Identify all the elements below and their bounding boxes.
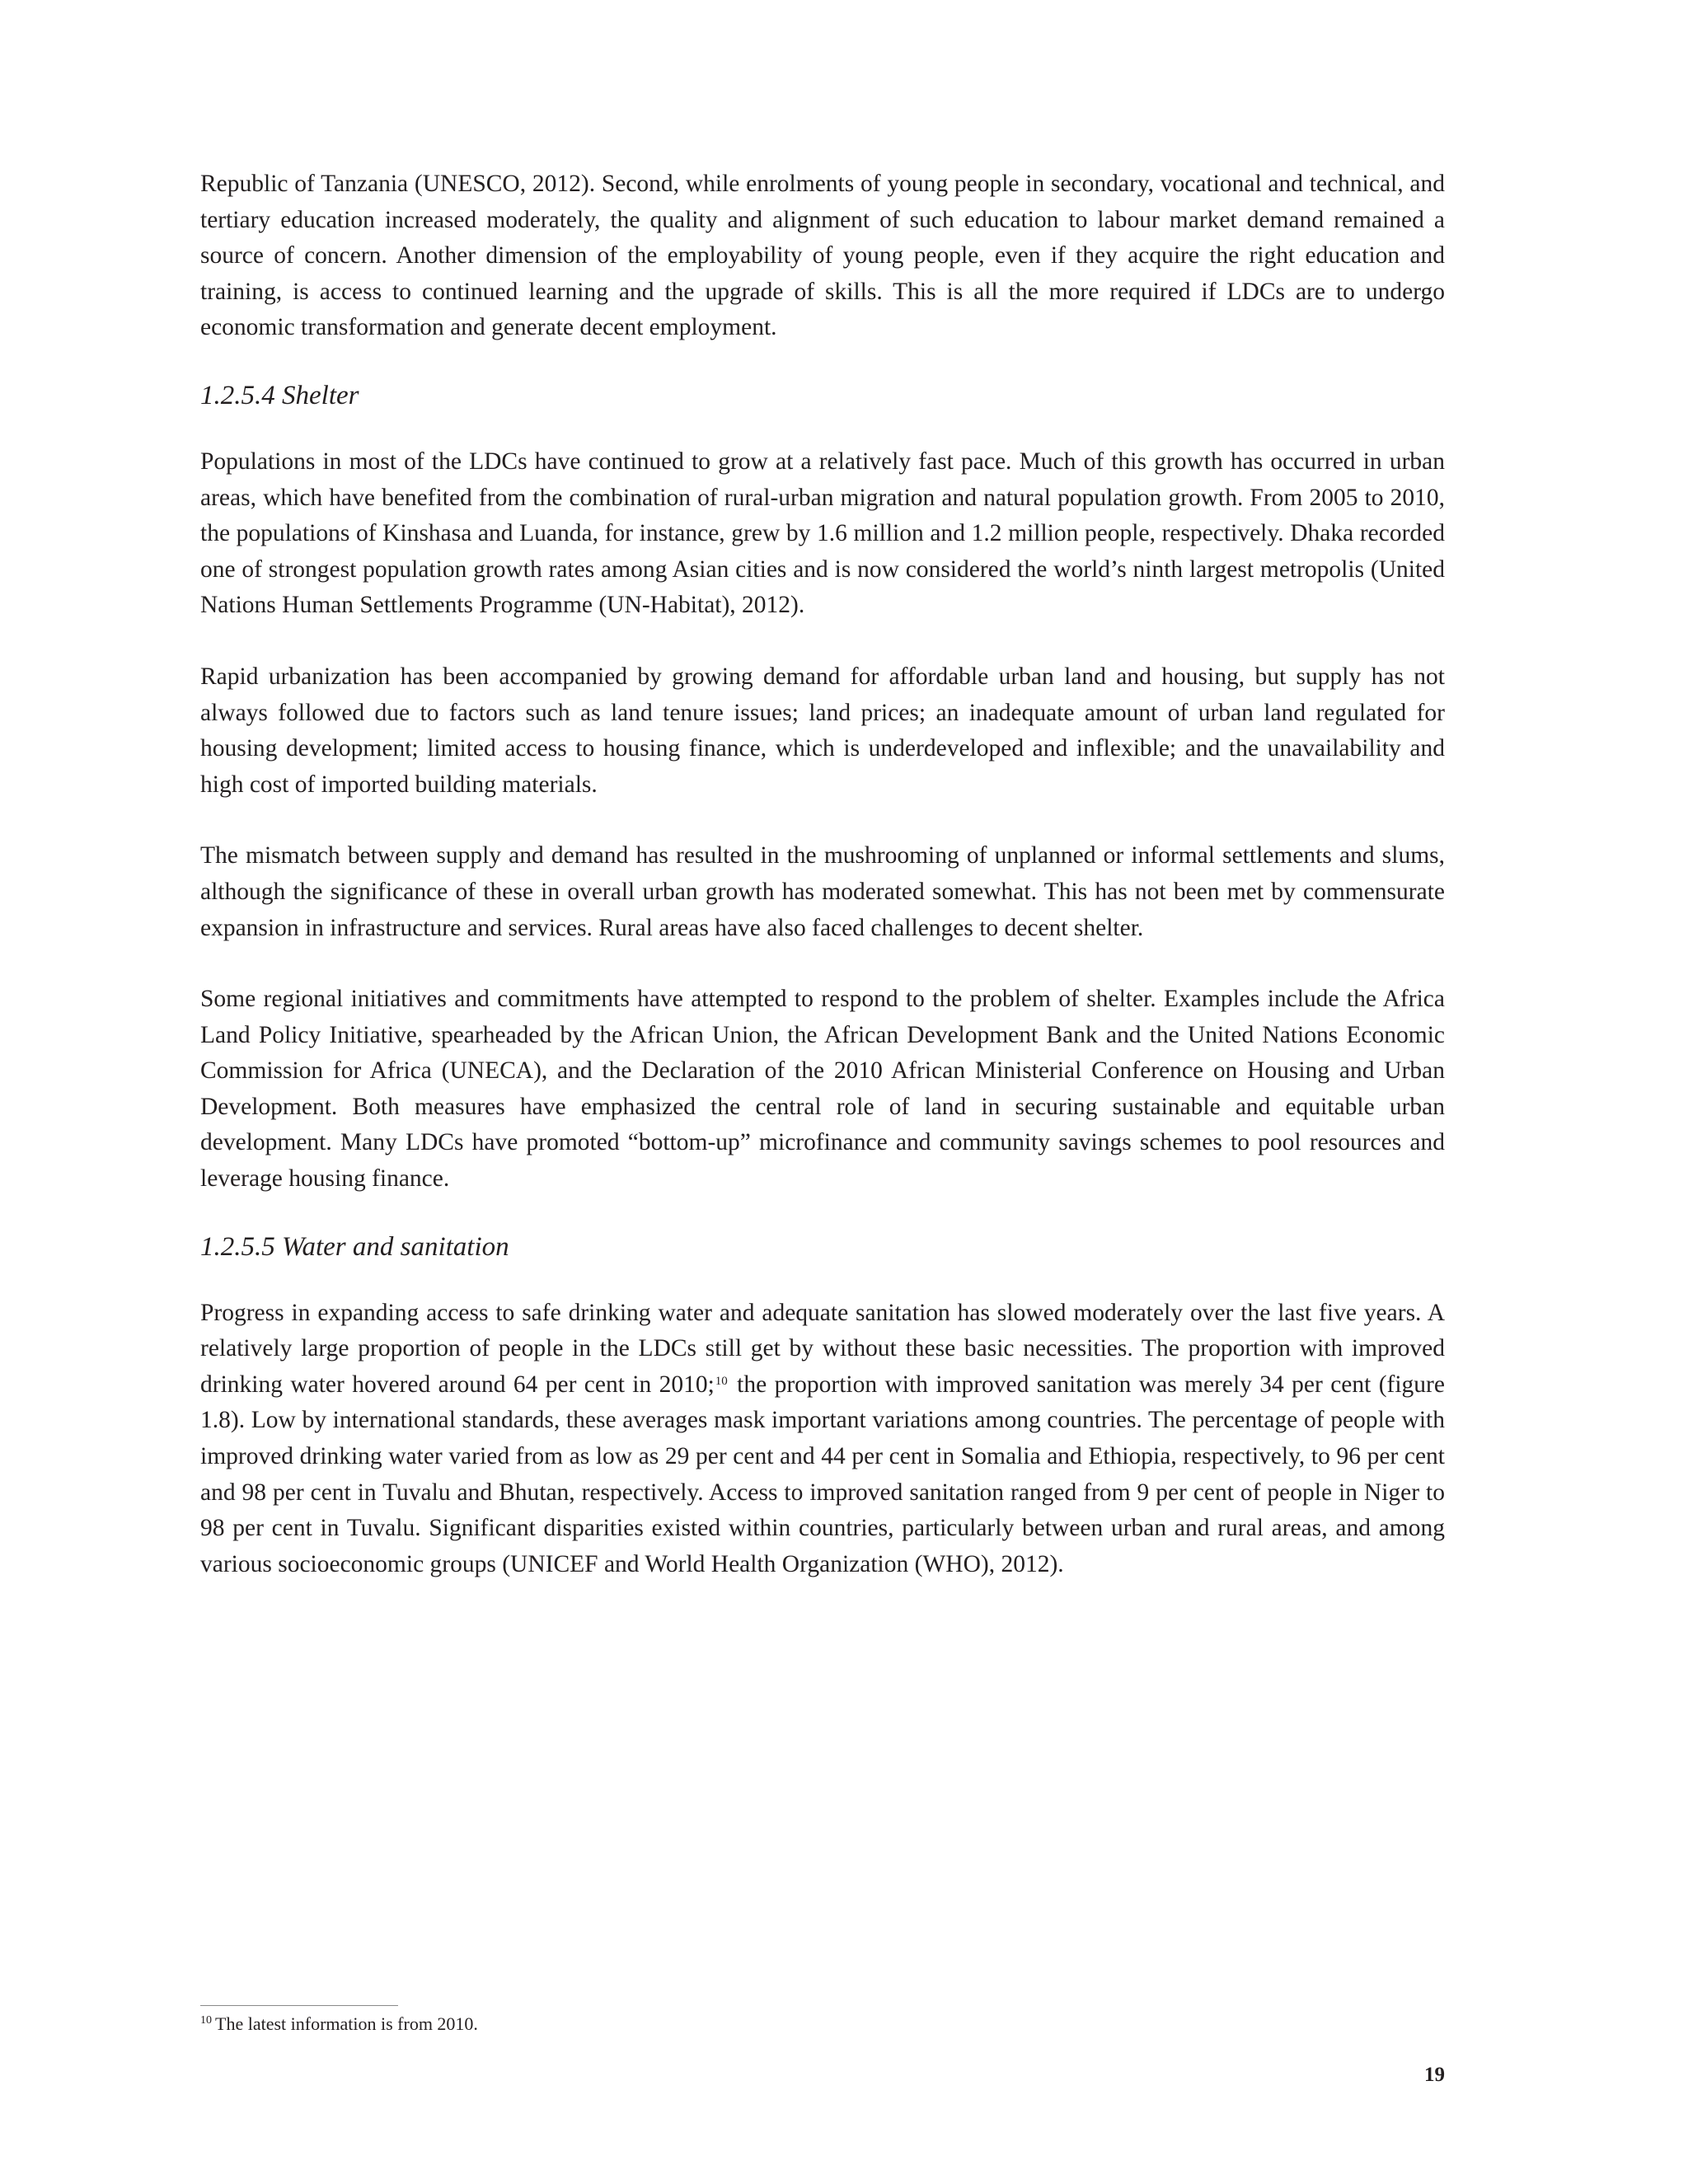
- paragraph-text-part-2: the proportion with improved sanitation was merely 34 per cent (figure 1.8). Low by international standards, these averages mask important variations among countries. The percentage of people with improved drinking water varied from as low as 29 per cent and 44 per cent in Somalia and Ethiopia, respectively, to 96 per cent and 98 per cent in Tuvalu and Bhutan, respectively. Access to improved sanitation ranged from 9 per cent of people in Niger to 98 per cent in Tuvalu. Significant disparities existed within countries, particularly between urban and rural areas, and among various socioeconomic groups (UNICEF and World Health Organization (WHO), 2012).: [200, 1371, 1445, 1577]
- section-heading-shelter: 1.2.5.4 Shelter: [200, 380, 359, 410]
- paragraph-urbanization: Rapid urbanization has been accompanied by growing demand for affordable urban land and housing, but supply has not always followed due to factors such as land tenure issues; land prices; an inadequate amount of urban land regulated for housing development; limited access to housing finance, which is underdeveloped and inflexible; and the unavailability and high cost of imported building materials.: [200, 663, 1445, 798]
- footnote-number: 10: [200, 2014, 212, 2027]
- paragraph-education: Republic of Tanzania (UNESCO, 2012). Second, while enrolments of young people in secondary, vocational and technical, and tertiary education increased moderately, the quality and alignment of such education to labour market demand remained a source of concern. Another dimension of the employability of young people, even if they acquire the right education and training, is access to continued learning and the upgrade of skills. This is all the more required if LDCs are to undergo economic transformation and generate decent employment.: [200, 171, 1445, 341]
- paragraph-mismatch: The mismatch between supply and demand has resulted in the mushrooming of unplanned or informal settlements and slums, although the significance of these in overall urban growth has moderated somewhat. This has not been met by commensurate expansion in infrastructure and services. Rural areas have also faced challenges to decent shelter.: [200, 842, 1445, 941]
- paragraph-regional-initiatives: Some regional initiatives and commitments have attempted to respond to the problem of shelter. Examples include the Africa Land Policy Initiative, spearheaded by the African Union, the African Development Bank and the United Nations Economic Commission for Africa (UNECA), and the Declaration of the 2010 African Ministerial Conference on Housing and Urban Development. Both measures have emphasized the central role of land in securing sustainable and equitable urban development. Many LDCs have promoted “bottom-up” microfinance and community savings schemes to pool resources and leverage housing finance.: [200, 986, 1445, 1193]
- section-heading-water: 1.2.5.5 Water and sanitation: [200, 1231, 509, 1262]
- footnote-divider: [200, 2005, 398, 2006]
- page-number: 19: [1424, 2064, 1445, 2086]
- footnote-reference: 10: [715, 1374, 728, 1388]
- main-content: [200, 166, 1445, 1582]
- paragraph-population-growth: Populations in most of the LDCs have continued to grow at a relatively fast pace. Much of this growth has occurred in urban areas, which have benefited from the combination of rural-urban migration and natural population growth. From 2005 to 2010, the populations of Kinshasa and Luanda, for instance, grew by 1.6 million and 1.2 million people, respectively. Dhaka recorded one of strongest population growth rates among Asian cities and is now considered the world’s ninth largest metropolis (United Nations Human Settlements Programme (UN-Habitat), 2012).: [200, 448, 1445, 619]
- paragraph-text-part-1: Progress in expanding access to safe drinking water and adequate sanitation has slowed moderately over the last five years. A relatively large proportion of people in the LDCs still get by without these basic necessities. The proportion with improved drinking water hovered around 64 per cent in 2010;: [200, 1299, 1445, 1398]
- footnote-text: The latest information is from 2010.: [215, 2013, 478, 2034]
- paragraph-water-sanitation: [200, 1296, 1445, 1583]
- footnote: [200, 2012, 478, 2036]
